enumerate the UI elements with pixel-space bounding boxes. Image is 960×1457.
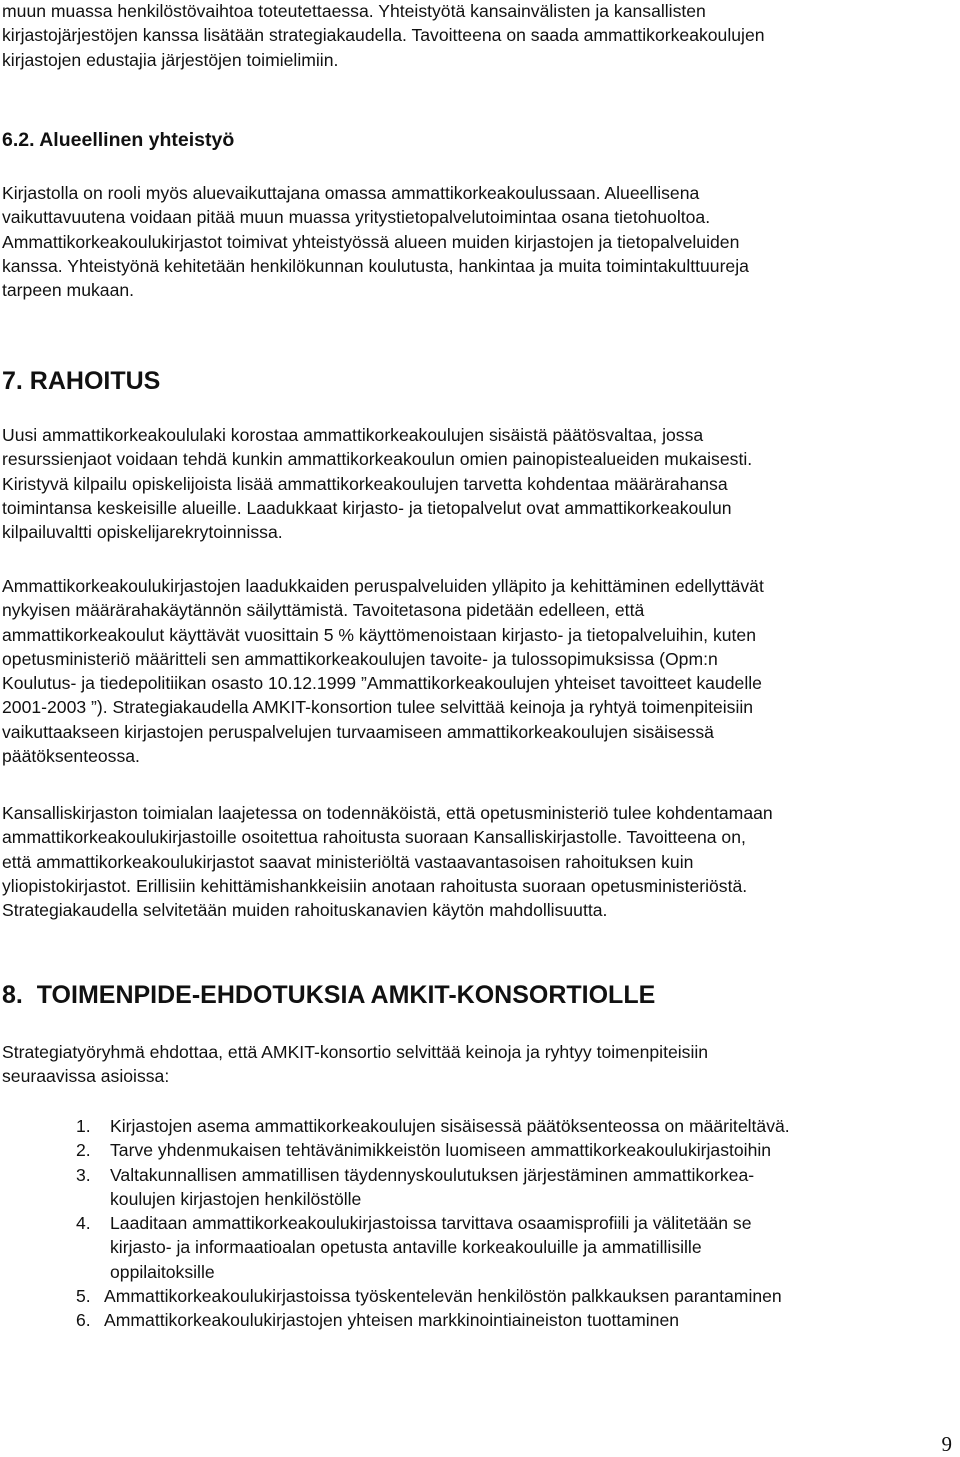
- list-number: 6.: [76, 1310, 91, 1331]
- text-line: Ammattikorkeakoulukirjastot toimivat yhteistyössä alueen muiden kirjastojen ja tietopalveluiden: [2, 231, 740, 252]
- section-heading: 6.2. Alueellinen yhteistyö: [2, 129, 235, 151]
- text-line: kilpailuvaltti opiskelijarekrytoinnissa.: [2, 522, 283, 543]
- text-line: opetusministeriö määritteli sen ammattikorkeakoulujen tavoite- ja tulossopimuksissa (Opm:n: [2, 648, 718, 669]
- paragraph-8: [2, 1040, 958, 1089]
- text-line: vaikuttaakseen kirjastojen peruspalvelujen turvaamiseen ammattikorkeakoulujen sisäisessä: [2, 721, 714, 742]
- text-line: Ammattikorkeakoulukirjastojen laadukkaiden peruspalveluiden ylläpito ja kehittäminen edellyttävät: [2, 576, 764, 596]
- text-line: että ammattikorkeakoulukirjastot saavat ministeriöltä vastaavantasoisen rahoituksen kuin: [2, 851, 694, 872]
- text-line: oppilaitoksille: [110, 1261, 215, 1282]
- text-line: Koulutus- ja tiedepolitiikan osasto 10.12.1999 ”Ammattikorkeakoulujen yhteiset tavoitteet kaudelle: [2, 673, 762, 694]
- list-item: [0, 1284, 960, 1308]
- paragraph-6-2: [2, 181, 958, 302]
- text-line: yliopistokirjastot. Erillisiin kehittämishankkeisiin anotaan rahoitusta suoraan opetusministeriöstä.: [2, 875, 748, 896]
- text-line: Kiristyvä kilpailu opiskelijoista lisää ammattikorkeakoulujen tarvetta kohdentaa määrärahansa: [2, 473, 728, 494]
- text-line: ammattikorkeakoulut käyttävät vuosittain 5 % käyttömenoistaan kirjasto- ja tietopalveluihin, kuten: [2, 624, 756, 645]
- heading-8: [2, 979, 958, 1011]
- list-item: [0, 1308, 960, 1332]
- list-text: Ammattikorkeakoulukirjastojen yhteisen markkinointiaineiston tuottaminen: [104, 1310, 680, 1331]
- text-line: kanssa. Yhteistyönä kehitetään henkilökunnan koulutusta, hankintaa ja muita toimintakulttuureja: [2, 255, 749, 276]
- action-list: [0, 1114, 960, 1333]
- paragraph-intro: [2, 0, 958, 72]
- text-line: Strategiakaudella selvitetään muiden rahoituskanavien käytön mahdollisuutta.: [2, 900, 608, 921]
- list-number: 3.: [76, 1164, 91, 1185]
- list-item: [0, 1114, 960, 1138]
- text-line: 2001-2003 ”). Strategiakaudella AMKIT-konsortion tulee selvittää keinoja ja ryhtyä toimenpiteisiin: [2, 697, 754, 718]
- list-text: Kirjastojen asema ammattikorkeakoulujen sisäisessä päätöksenteossa on määriteltävä.: [110, 1116, 790, 1136]
- text-line: vaikuttavuutena voidaan pitää muun muassa yritystietopalvelutoimintaa osana tietohuoltoa.: [2, 207, 711, 228]
- list-text: [110, 1211, 752, 1284]
- list-number: 4.: [76, 1213, 91, 1234]
- text-line: kirjastojärjestöjen kanssa lisätään strategiakaudella. Tavoitteena on saada ammattikorkeakoulujen: [2, 25, 765, 46]
- paragraph-7a: [2, 423, 958, 544]
- list-number: 1.: [76, 1116, 91, 1136]
- text-line: päätöksenteossa.: [2, 746, 140, 767]
- heading-6-2: [2, 127, 958, 153]
- text-line: Valtakunnallisen ammatillisen täydennyskoulutuksen järjestäminen ammattikorkea-: [110, 1164, 755, 1185]
- paragraph-7c: [2, 801, 958, 922]
- list-number: 5.: [76, 1286, 91, 1307]
- text-line: koulujen kirjastojen henkilöstölle: [110, 1188, 362, 1209]
- list-text: Ammattikorkeakoulukirjastoissa työskentelevän henkilöstön palkkauksen parantaminen: [104, 1286, 782, 1307]
- list-text: Tarve yhdenmukaisen tehtävänimikkeistön luomiseen ammattikorkeakoulukirjastoihin: [110, 1140, 772, 1161]
- list-item: [0, 1211, 960, 1284]
- page-number: 9: [941, 1432, 952, 1456]
- chapter-heading: 8. TOIMENPIDE-EHDOTUKSIA AMKIT-KONSORTIOLLE: [2, 981, 656, 1009]
- list-number: 2.: [76, 1140, 91, 1161]
- text-line: Kansalliskirjaston toimialan laajetessa on todennäköistä, että opetusministeriö tulee kohdentamaan: [2, 803, 773, 823]
- text-line: Kirjastolla on rooli myös aluevaikuttajana omassa ammattikorkeakoulussaan. Alueellisena: [2, 183, 700, 203]
- text-line: toimintansa keskeisille alueille. Laadukkaat kirjasto- ja tietopalvelut ovat ammattikorkeakoulun: [2, 497, 732, 518]
- text-line: kirjasto- ja informaatioalan opetusta antaville korkeakouluille ja ammatillisille: [110, 1237, 702, 1258]
- heading-7: [2, 365, 958, 397]
- text-line: kirjastojen edustajia järjestöjen toimielimiin.: [2, 49, 339, 70]
- list-item: [0, 1163, 960, 1212]
- text-line: Laaditaan ammattikorkeakoulukirjastoissa tarvittava osaamisprofiili ja välitetään se: [110, 1213, 752, 1234]
- text-line: resurssienjaot voidaan tehdä kunkin ammattikorkeakoulun omien painopistealueiden mukaisesti.: [2, 449, 753, 470]
- list-text: [110, 1163, 754, 1212]
- text-line: ammattikorkeakoulukirjastoille osoitettua rahoitusta suoraan Kansalliskirjastolle. Tavoitteena on,: [2, 827, 746, 848]
- text-line: muun muassa henkilöstövaihtoa toteutettaessa. Yhteistyötä kansainvälisten ja kansallisten: [2, 1, 706, 21]
- text-line: Strategiatyöryhmä ehdottaa, että AMKIT-konsortio selvittää keinoja ja ryhtyy toimenpiteisiin: [2, 1042, 709, 1062]
- text-line: Uusi ammattikorkeakoululaki korostaa ammattikorkeakoulujen sisäistä päätösvaltaa, jossa: [2, 425, 704, 445]
- text-line: seuraavissa asioissa:: [2, 1066, 170, 1087]
- text-line: tarpeen mukaan.: [2, 280, 135, 301]
- list-item: [0, 1138, 960, 1162]
- paragraph-7b: [2, 574, 958, 768]
- text-line: nykyisen määrärahakäytännön säilyttämistä. Tavoitetasona pidetään edelleen, että: [2, 600, 645, 621]
- chapter-heading: 7. RAHOITUS: [2, 367, 161, 395]
